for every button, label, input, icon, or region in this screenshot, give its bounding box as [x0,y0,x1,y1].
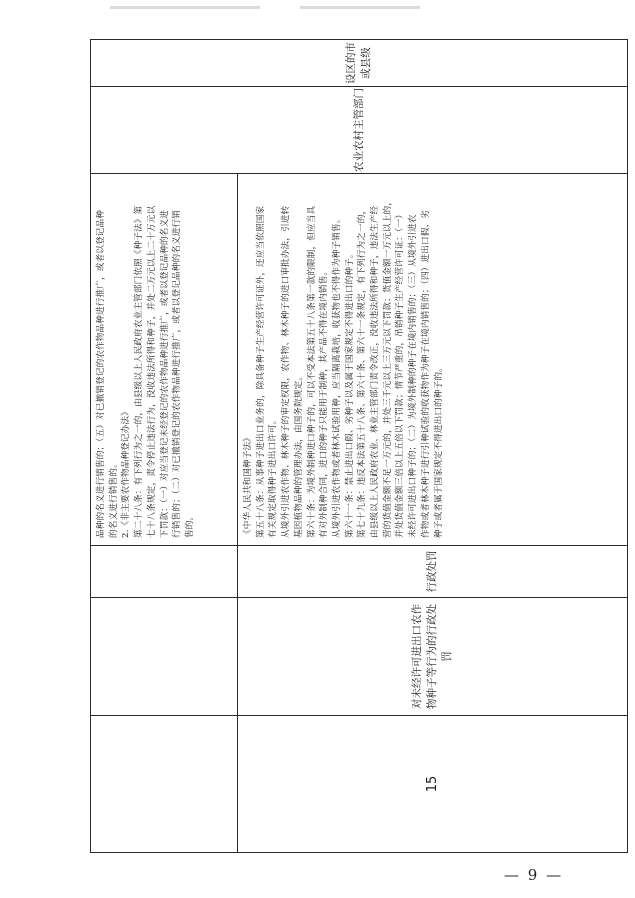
administrative-penalty-table [90,39,628,853]
basis-line: 下罚款：（一）对应当登记未经登记的农作物品种进行推广，或者以登记品种的名义进 [159,210,170,538]
basis-line: 作物或者林木种子进行引种试验的收获物作为种子在境内销售的；（四）进出口假、劣 [420,210,431,538]
basis-line: 第六十条：为境外制种进口种子的，可以不受本法第五十八条第一款的限制，但应当具 [306,205,317,538]
scan-mark [300,6,420,9]
basis-line: 品种的名义进行销售的；（五）对已撤销登记的农作物品种进行推广，或者以登记品种 [96,210,106,538]
empty-item-cell [91,598,238,716]
legal-basis-cell [238,174,628,546]
department-name: 农业农村主管部门 [352,88,365,172]
page-number: — 9 — [504,866,564,884]
basis-line: 从境外引进农作物、林木种子的审定权限，农作物、林木种子的进口审批办法，引进转 [281,205,292,538]
basis-line: 并处货值金额三倍以上五倍以下罚款；情节严重的，吊销种子生产经营许可证：（一） [395,210,406,538]
department-level-cell [91,40,628,87]
basis-line: 第二十八条：有下列行为之一的，由县级以上人民政府农业主管部门依照《种子法》第 [134,205,145,538]
legal-basis-cell-previous [91,174,238,546]
basis-line: 有对外制种合同，进口的种子只能用于制种，其产品不得在境内销售。 [319,266,330,538]
basis-line: 营的货值金额不足一万元的，并处三千元以上三万元以下罚款；货值金额一万元以上的， [382,196,393,538]
rotated-table-wrapper [90,40,628,853]
basis-line: 七十八条规定，责令停止违法行为，没收违法所得和种子，并处二万元以上二十万元以 [146,205,157,538]
basis-line: 行销售的；（二）对已撤销登记的农作物品种进行推广，或者以登记品种的名义进行销 [172,210,183,538]
power-type: 行政处罚 [426,550,438,593]
basis-line: 基因植物品种的管理办法，由国务院规定。 [293,371,304,538]
basis-line: 第五十八条：从事种子进出口业务的，除具备种子生产经营许可证外，还应当依照国家 [255,205,266,538]
basis-line: 种子或者属于国家规定不得进出口的种子的。 [433,363,444,538]
basis-line: 有关规定取得种子进出口许可。 [268,415,279,538]
basis-line: 第六十一条：禁止进出口假、劣种子以及属于国家规定不得进出口的种子。 [344,249,355,538]
scan-mark [110,6,260,9]
table-row-previous [91,40,238,853]
empty-type-cell [91,546,238,598]
department-cell [91,87,628,174]
empty-no-cell [91,716,238,853]
item-name: 对未经许可进出口农作物种子等行为的行政处罚 [411,604,453,709]
row-number: 15 [425,775,440,793]
basis-line: 的名义进行销售的。 [108,459,119,538]
basis-line: 未经许可进出口种子的；（二）为境外制种的种子在境内销售的；（三）从境外引进农 [408,214,419,538]
item-name-cell [238,598,628,716]
basis-line: 第七十九条：违反本法第五十八条、第六十条、第六十一条规定，有下列行为之一的， [357,205,368,538]
basis-line: 从境外引进农作物或者林木试验用种，应当隔离栽培，收获物也不得作为种子销售。 [331,214,342,538]
row-number-cell [238,716,628,853]
basis-line: 2.《非主要农作物品种登记办法》 [121,407,132,538]
basis-line: 售的。 [184,511,195,538]
power-type-cell [238,546,628,598]
department-level: 设区的市或县级 [345,42,372,84]
basis-line: 《中华人民共和国种子法》 [243,433,253,538]
basis-line: 由县级以上人民政府农业、林业主管部门责令改正，没收违法所得和种子，违法生产经 [370,205,381,538]
